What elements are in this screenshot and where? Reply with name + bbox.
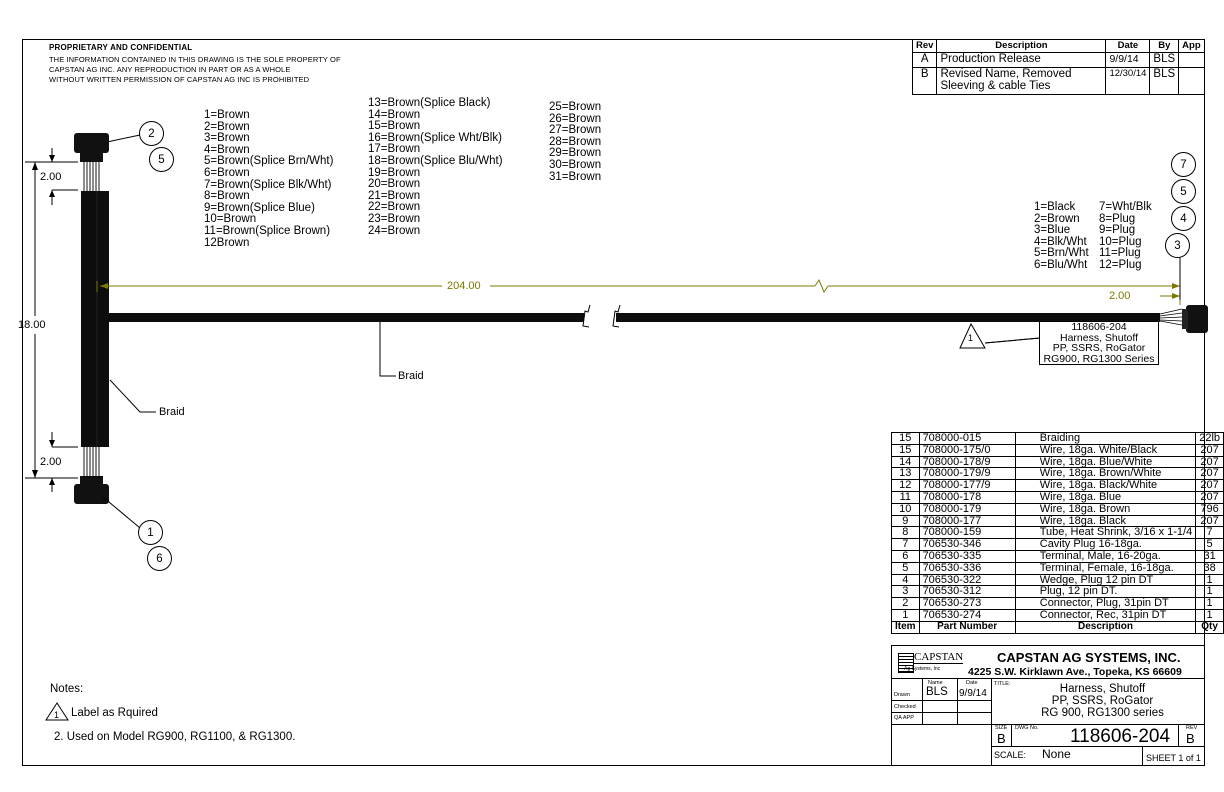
- pin-label: 11=Plug: [1099, 247, 1141, 260]
- bom-qty: 1: [1196, 609, 1224, 621]
- rev-header-date: Date: [1106, 40, 1150, 53]
- rev-description: Production Release: [937, 53, 1106, 68]
- pin-label: 16=Brown(Splice Wht/Blk): [368, 131, 502, 144]
- bom-qty: 1: [1196, 586, 1224, 598]
- bom-qty: 796: [1196, 503, 1224, 515]
- drawing-number: 118606-204: [1070, 726, 1171, 747]
- pin-label: 9=Plug: [1099, 224, 1136, 237]
- bom-part-number: 706530-273: [919, 598, 1015, 610]
- bom-item: 5: [892, 562, 920, 574]
- pin-label: 4=Brown: [204, 143, 250, 156]
- braid-vertical: [81, 191, 109, 447]
- bom-row: [892, 503, 1224, 515]
- rev-code: A: [913, 53, 937, 68]
- label-callout-box: [1039, 321, 1159, 365]
- dim-length-label: 204.00: [447, 280, 481, 292]
- pin-label: 5=Brn/Wht: [1034, 247, 1089, 260]
- bom-description: Terminal, Female, 16-18ga.: [1015, 562, 1195, 574]
- bom-item: 8: [892, 527, 920, 539]
- drawing-revision: B: [1186, 731, 1195, 746]
- bom-item: 7: [892, 539, 920, 551]
- bom-qty: 31: [1196, 550, 1224, 562]
- drawing-title: [1000, 684, 1205, 719]
- pin-label: 18=Brown(Splice Blu/Wht): [368, 154, 503, 167]
- bom-header-item: Item: [892, 621, 920, 633]
- rev-app: [1179, 53, 1204, 68]
- pin-label: 14=Brown: [368, 108, 421, 121]
- rev-by: BLS: [1150, 53, 1179, 68]
- bom-item: 12: [892, 480, 920, 492]
- bom-description: Wire, 18ga. Blue/White: [1015, 456, 1195, 468]
- bom-qty: 207: [1196, 480, 1224, 492]
- note-1-text: Label as Rquired: [71, 707, 158, 719]
- item-bubble-5: 5: [149, 147, 174, 172]
- pin-label: 26=Brown: [549, 112, 602, 125]
- bom-part-number: 706530-322: [919, 574, 1015, 586]
- bom-part-number: 708000-177/9: [919, 480, 1015, 492]
- bom-qty: 207: [1196, 444, 1224, 456]
- bom-part-number: 708000-015: [919, 433, 1015, 445]
- bom-qty: 22lb: [1196, 433, 1224, 445]
- bom-qty: 7: [1196, 527, 1224, 539]
- pin-label: 20=Brown: [368, 178, 421, 191]
- pin-label: 3=Brown: [204, 132, 250, 145]
- note-2-text: 2. Used on Model RG900, RG1100, & RG1300.: [54, 731, 296, 743]
- bom-row: [892, 527, 1224, 539]
- dim-top-label: 2.00: [40, 171, 62, 183]
- pin-label: 7=Brown(Splice Blk/Wht): [204, 178, 332, 191]
- date-header: Date: [966, 680, 978, 686]
- drawn-label: Drawn: [894, 692, 910, 698]
- bom-row: [892, 598, 1224, 610]
- bom-row: [892, 586, 1224, 598]
- pin-label: 11=Brown(Splice Brown): [204, 224, 331, 237]
- item-bubble-3: 3: [1165, 233, 1190, 258]
- rev-app: [1179, 68, 1204, 95]
- rev-date: 12/30/14: [1106, 68, 1150, 95]
- rev-date: 9/9/14: [1106, 53, 1150, 68]
- pin-label: 19=Brown: [368, 166, 421, 179]
- pin-label: 10=Brown: [204, 213, 257, 226]
- label-line-4: RG900, RG1300 Series: [1043, 352, 1155, 365]
- scale-label: SCALE:: [994, 750, 1027, 760]
- notes-title: Notes:: [50, 683, 84, 695]
- rev-label: REV: [1186, 725, 1198, 731]
- bom-item: 14: [892, 456, 920, 468]
- bom-description: Braiding: [1015, 433, 1195, 445]
- bom-description: Wire, 18ga. White/Black: [1015, 444, 1195, 456]
- bom-row: [892, 574, 1224, 586]
- proprietary-line-1: THE INFORMATION CONTAINED IN THIS DRAWING IS THE SOLE PROPERTY OF: [49, 55, 341, 64]
- rev-by: BLS: [1150, 68, 1179, 95]
- pin-label: 10=Plug: [1099, 235, 1142, 248]
- pin-label: 6=Brown: [204, 166, 250, 179]
- pin-label: 22=Brown: [368, 201, 421, 214]
- bom-row: [892, 433, 1224, 445]
- bom-item: 10: [892, 503, 920, 515]
- bom-item: 1: [892, 609, 920, 621]
- rev-description: Revised Name, Removed Sleeving & cable Ties: [937, 68, 1106, 95]
- pin-label: 28=Brown: [549, 135, 602, 148]
- pin-label: 1=Brown: [204, 109, 250, 121]
- drawn-date: 9/9/14: [959, 688, 987, 699]
- bom-item: 2: [892, 598, 920, 610]
- bom-description: Wedge, Plug 12 pin DT: [1015, 574, 1195, 586]
- bom-qty: 38: [1196, 562, 1224, 574]
- bom-part-number: 706530-312: [919, 586, 1015, 598]
- bom-header-description: Description: [1015, 621, 1195, 633]
- bom-qty: 207: [1196, 491, 1224, 503]
- bom-part-number: 706530-336: [919, 562, 1015, 574]
- bom-header-qty: Qty: [1196, 621, 1224, 633]
- bom-row: [892, 444, 1224, 456]
- pin-label: 5=Brown(Splice Brn/Wht): [204, 155, 334, 168]
- bom-description: Tube, Heat Shrink, 3/16 x 1-1/4: [1015, 527, 1195, 539]
- bom-description: Connector, Plug, 31pin DT: [1015, 598, 1195, 610]
- pin-label: 25=Brown: [549, 101, 602, 113]
- pin-label: 24=Brown: [368, 224, 421, 237]
- bom-description: Wire, 18ga. Black: [1015, 515, 1195, 527]
- pin-label: 6=Blu/Wht: [1034, 258, 1088, 271]
- pin-label: 12=Plug: [1099, 258, 1142, 271]
- pin-label: 17=Brown: [368, 143, 421, 156]
- pin-label: 1=Black: [1034, 201, 1076, 213]
- bom-part-number: 708000-159: [919, 527, 1015, 539]
- pin-label: 8=Plug: [1099, 212, 1136, 225]
- pin-label: 29=Brown: [549, 147, 602, 160]
- bom-description: Connector, Rec, 31pin DT: [1015, 609, 1195, 621]
- braid-callout-vertical: Braid: [159, 406, 185, 418]
- name-header: Name: [928, 680, 943, 686]
- bom-item: 15: [892, 444, 920, 456]
- cable-horizontal-left: [108, 313, 584, 322]
- rev-header-app: App: [1179, 40, 1204, 53]
- braid-callout-horizontal: Braid: [398, 370, 424, 382]
- bom-row: [892, 562, 1224, 574]
- pin-label: 2=Brown: [1034, 212, 1080, 225]
- bom-header-part-number: Part Number: [919, 621, 1015, 633]
- pin-label: 27=Brown: [549, 124, 602, 137]
- pin-label: 3=Blue: [1034, 224, 1071, 237]
- company-name: CAPSTAN AG SYSTEMS, INC.: [997, 650, 1181, 665]
- checked-label: Checked: [894, 704, 916, 710]
- bom-item: 4: [892, 574, 920, 586]
- bom-row: [892, 609, 1224, 621]
- bom-description: Wire, 18ga. Brown/White: [1015, 468, 1195, 480]
- bom-item: 15: [892, 433, 920, 445]
- pin-label: 15=Brown: [368, 120, 421, 133]
- item-bubble-4: 4: [1171, 206, 1196, 231]
- proprietary-line-3: WITHOUT WRITTEN PERMISSION OF CAPSTAN AG INC IS PROHIBITED: [49, 75, 310, 84]
- bom-qty: 207: [1196, 468, 1224, 480]
- pin-label: 13=Brown(Splice Black): [368, 97, 491, 109]
- pin-label: 7=Wht/Blk: [1099, 201, 1152, 213]
- drawing-title-line-1: Harness, Shutoff: [1059, 683, 1146, 695]
- bom-description: Wire, 18ga. Brown: [1015, 503, 1195, 515]
- logo-subtext: Ag Systems, Inc: [904, 666, 941, 672]
- title-label: TITLE:: [994, 681, 1011, 687]
- bom-item: 6: [892, 550, 920, 562]
- bom-qty: 1: [1196, 598, 1224, 610]
- bom-part-number: 706530-346: [919, 539, 1015, 551]
- bom-row: [892, 480, 1224, 492]
- rev-header-description: Description: [937, 40, 1106, 53]
- bom-description: Plug, 12 pin DT.: [1015, 586, 1195, 598]
- bom-part-number: 708000-178/9: [919, 456, 1015, 468]
- revision-table: [912, 39, 1205, 95]
- connector-12pin-right: [1186, 305, 1208, 333]
- label-line-3: PP, SSRS, RoGator: [1052, 342, 1146, 354]
- size-label: SIZE: [995, 725, 1008, 731]
- bom-row: [892, 491, 1224, 503]
- bom-part-number: 708000-179: [919, 503, 1015, 515]
- dim-end-label: 2.00: [1109, 290, 1131, 302]
- dim-total-label: 18.00: [18, 319, 46, 331]
- item-bubble-2: 2: [139, 121, 164, 146]
- qa-label: QA APP: [894, 715, 914, 721]
- pin-label: 12Brown: [204, 236, 250, 249]
- logo-text: CAPSTAN: [914, 651, 964, 663]
- bom-part-number: 708000-175/0: [919, 444, 1015, 456]
- item-bubble-6: 6: [147, 546, 172, 571]
- bom-part-number: 708000-178: [919, 491, 1015, 503]
- bom-item: 9: [892, 515, 920, 527]
- rev-header-by: By: [1150, 40, 1179, 53]
- pin-label: 9=Brown(Splice Blue): [204, 201, 315, 214]
- label-line-2: Harness, Shutoff: [1059, 331, 1139, 344]
- bom-row: [892, 550, 1224, 562]
- drawn-by: BLS: [926, 686, 948, 698]
- bom-description: Wire, 18ga. Blue: [1015, 491, 1195, 503]
- drawing-title-line-3: RG 900, RG1300 series: [1041, 706, 1164, 719]
- drawing-title-line-2: PP, SSRS, RoGator: [1051, 694, 1154, 707]
- company-address: 4225 S.W. Kirklawn Ave., Topeka, KS 66609: [968, 666, 1182, 678]
- bom-row: [892, 539, 1224, 551]
- bom-qty: 207: [1196, 456, 1224, 468]
- label-part-number: 118606-204: [1071, 321, 1127, 333]
- proprietary-line-2: CAPSTAN AG INC. ANY REPRODUCTION IN PART OR AS A WHOLE: [49, 65, 291, 74]
- bom-part-number: 708000-179/9: [919, 468, 1015, 480]
- revision-row: [913, 53, 1205, 68]
- bom-part-number: 706530-335: [919, 550, 1015, 562]
- item-bubble-1: 1: [138, 520, 163, 545]
- sheet-number: SHEET 1 of 1: [1146, 753, 1201, 763]
- bom-description: Cavity Plug 16-18ga.: [1015, 539, 1195, 551]
- pin-label: 23=Brown: [368, 212, 421, 225]
- dim-bottom-label: 2.00: [40, 456, 62, 468]
- bom-qty: 1: [1196, 574, 1224, 586]
- note-1-triangle-number: 1: [968, 333, 974, 343]
- note-1-number: 1: [54, 710, 60, 720]
- capstan-logo: [898, 651, 964, 675]
- bom-item: 13: [892, 468, 920, 480]
- bom-description: Terminal, Male, 16-20ga.: [1015, 550, 1195, 562]
- pin-label: 31=Brown: [549, 170, 602, 183]
- bom-qty: 5: [1196, 539, 1224, 551]
- rev-code: B: [913, 68, 937, 95]
- scale-value: None: [1042, 747, 1071, 761]
- pin-label: 2=Brown: [204, 120, 250, 133]
- bom-row: [892, 515, 1224, 527]
- bom-qty: 207: [1196, 515, 1224, 527]
- bom-description: Wire, 18ga. Black/White: [1015, 480, 1195, 492]
- rev-header-rev: Rev: [913, 40, 937, 53]
- bill-of-materials-table: [891, 432, 1224, 634]
- pin-label: 21=Brown: [368, 189, 421, 202]
- proprietary-title: PROPRIETARY AND CONFIDENTIAL: [49, 43, 193, 52]
- pin-label: 4=Blk/Wht: [1034, 235, 1087, 248]
- bom-item: 11: [892, 491, 920, 503]
- item-bubble-7: 7: [1171, 152, 1196, 177]
- bom-item: 3: [892, 586, 920, 598]
- revision-row: [913, 68, 1205, 95]
- sheet-size: B: [997, 731, 1006, 746]
- dwg-no-label: DWG No.: [1015, 725, 1039, 731]
- bom-part-number: 708000-177: [919, 515, 1015, 527]
- pin-label: 30=Brown: [549, 158, 602, 171]
- bom-part-number: 706530-274: [919, 609, 1015, 621]
- pin-label: 8=Brown: [204, 190, 250, 203]
- bom-row: [892, 468, 1224, 480]
- bom-row: [892, 456, 1224, 468]
- item-bubble-5-right: 5: [1171, 179, 1196, 204]
